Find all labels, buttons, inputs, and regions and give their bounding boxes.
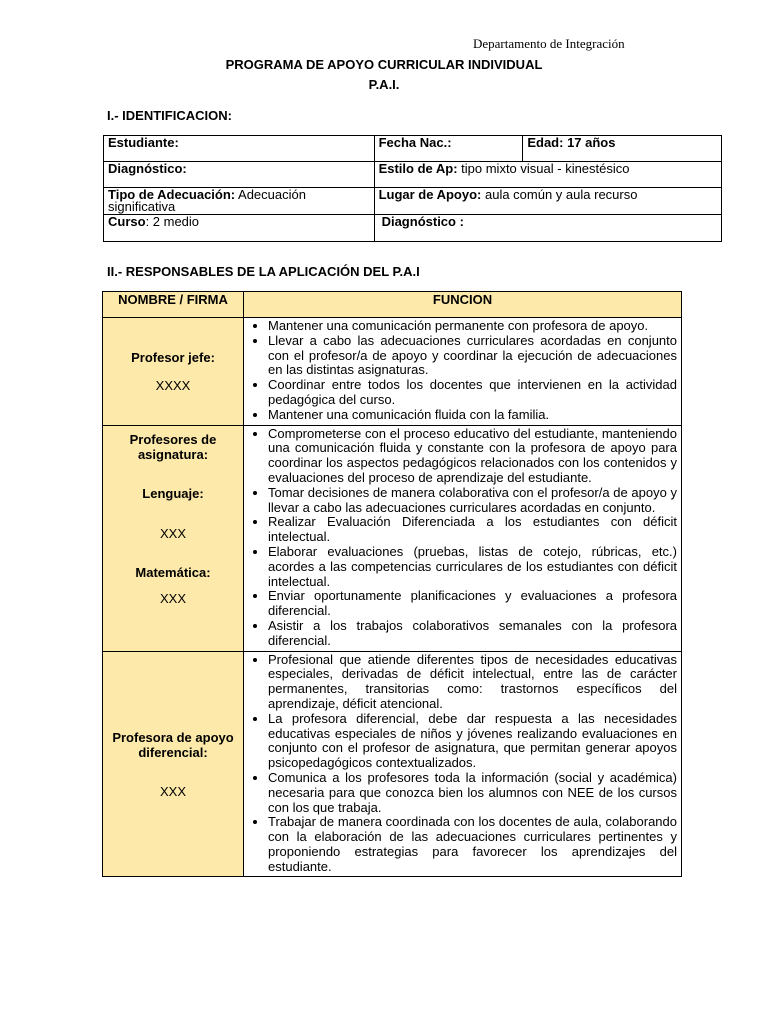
list-item: • Elaborar evaluaciones (pruebas, listas de cotejo, rúbricas, etc.) acordes a las competencias curriculares de los estudiantes con déficit intelectual.	[268, 545, 677, 589]
list-item: • Realizar Evaluación Diferenciada a los estudiantes con déficit intelectual.	[268, 515, 677, 545]
matematica-name: XXX	[159, 591, 186, 607]
list-item: • Comprometerse con el proceso educativo del estudiante, manteniendo una comunicación fluida y constante con la profesora de apoyo para coordinar los aspectos pedagógicos relacionados con los contenidos y evaluaciones del proceso de aprendizaje del estudiante.	[268, 427, 677, 486]
diagnostico-label: Diagnóstico:	[108, 161, 187, 176]
identification-table	[103, 135, 722, 242]
estilo-value: tipo mixto visual - kinestésico	[457, 161, 630, 176]
asignatura-name-cell	[103, 425, 244, 651]
list-item: • Trabajar de manera coordinada con los docentes de aula, colaborando con la elaboración de las adecuaciones curriculares pertinentes y proponiendo estrategias para favorecer los aprendizajes del estudiante.	[268, 815, 677, 874]
estudiante-cell	[104, 136, 375, 162]
jefe-role: Profesor jefe:	[131, 349, 215, 365]
list-item: • Mantener una comunicación fluida con la familia.	[268, 408, 677, 423]
list-item: • Comunica a los profesores toda la información (social y académica) necesaria para que conozca bien los alumnos con NEE de los cursos con los que trabaja.	[268, 771, 677, 815]
lugar-value: aula común y aula recurso	[481, 187, 638, 202]
lenguaje-name: XXX	[159, 526, 186, 542]
responsables-table	[102, 291, 682, 877]
estudiante-label: Estudiante:	[108, 135, 179, 150]
jefe-name: XXXX	[155, 377, 191, 393]
col-funcion-header: FUNCION	[244, 292, 682, 318]
curso-value: : 2 medio	[145, 214, 200, 229]
tipo-cell	[104, 188, 375, 215]
section-responsables-title: II.- RESPONSABLES DE LA APLICACIÓN DEL P.A.I	[107, 264, 420, 279]
apoyo-name: XXX	[159, 783, 186, 799]
list-item: • Coordinar entre todos los docentes que intervienen en la actividad pedagógica del curso.	[268, 378, 677, 408]
apoyo-role: Profesora de apoyo diferencial:	[112, 729, 234, 760]
list-item: • Profesional que atiende diferentes tipos de necesidades educativas especiales, derivadas de déficit intelectual, entre las de carácter permanentes, transitorias como: trastornos específicos del aprendizaje, déficit atencional.	[268, 653, 677, 712]
curso-label: Curso	[108, 214, 146, 229]
edad-cell	[523, 136, 722, 162]
list-item: • Tomar decisiones de manera colaborativa con el profesor/a de apoyo y llevar a cabo las adecuaciones curriculares acordadas en conjunto.	[268, 486, 677, 516]
list-item: • La profesora diferencial, debe dar respuesta a las necesidades educativas especiales de niños y jóvenes realizando evaluaciones en conjunto con el profesor de asignatura, que permitan generar apoyos psicopedagógicos contextualizados.	[268, 712, 677, 771]
edad-label: Edad: 17 años	[527, 135, 616, 150]
list-item: • Llevar a cabo las adecuaciones curriculares acordadas en conjunto con el profesor/a de apoyo y coordinar la ejecución de adecuaciones en las distintas asignaturas.	[268, 334, 677, 378]
list-item: • Mantener una comunicación permanente con profesora de apoyo.	[268, 319, 677, 334]
table-row	[103, 651, 682, 877]
list-item: • Asistir a los trabajos colaborativos semanales con la profesora diferencial.	[268, 619, 677, 649]
apoyo-functions-cell	[244, 651, 682, 877]
table-row	[103, 318, 682, 426]
jefe-functions-cell	[244, 318, 682, 426]
fecha-label: Fecha Nac.:	[378, 135, 452, 150]
asignatura-role: Profesores de asignatura:	[129, 432, 217, 463]
lenguaje-label: Lenguaje:	[142, 486, 204, 502]
tipo-value: Adecuación significativa	[108, 187, 306, 214]
asignatura-functions-list	[248, 427, 677, 649]
diagnostico2-cell	[374, 215, 721, 242]
col-nombre-header: NOMBRE / FIRMA	[103, 292, 244, 318]
estilo-label: Estilo de Ap:	[378, 161, 458, 176]
asignatura-functions-cell	[244, 425, 682, 651]
apoyo-functions-list	[248, 653, 677, 875]
document-subtitle: P.A.I.	[368, 77, 400, 92]
curso-cell	[104, 215, 375, 242]
fecha-cell	[374, 136, 523, 162]
department-header: Departamento de Integración	[473, 36, 625, 51]
list-item: • Enviar oportunamente planificaciones y evaluaciones a profesora diferencial.	[268, 589, 677, 619]
lugar-cell	[374, 188, 721, 215]
tipo-label: Tipo de Adecuación:	[108, 187, 236, 202]
lugar-label: Lugar de Apoyo:	[378, 187, 482, 202]
document-title: PROGRAMA DE APOYO CURRICULAR INDIVIDUAL	[225, 57, 543, 72]
estilo-cell	[374, 162, 721, 188]
jefe-name-cell	[103, 318, 244, 426]
apoyo-name-cell	[103, 651, 244, 877]
matematica-label: Matemática:	[135, 565, 211, 581]
diagnostico2-label: Diagnóstico :	[381, 214, 464, 229]
table-row	[103, 425, 682, 651]
diagnostico-cell	[104, 162, 375, 188]
section-identificacion-title: I.- IDENTIFICACION:	[107, 108, 232, 123]
jefe-functions-list	[248, 319, 677, 423]
